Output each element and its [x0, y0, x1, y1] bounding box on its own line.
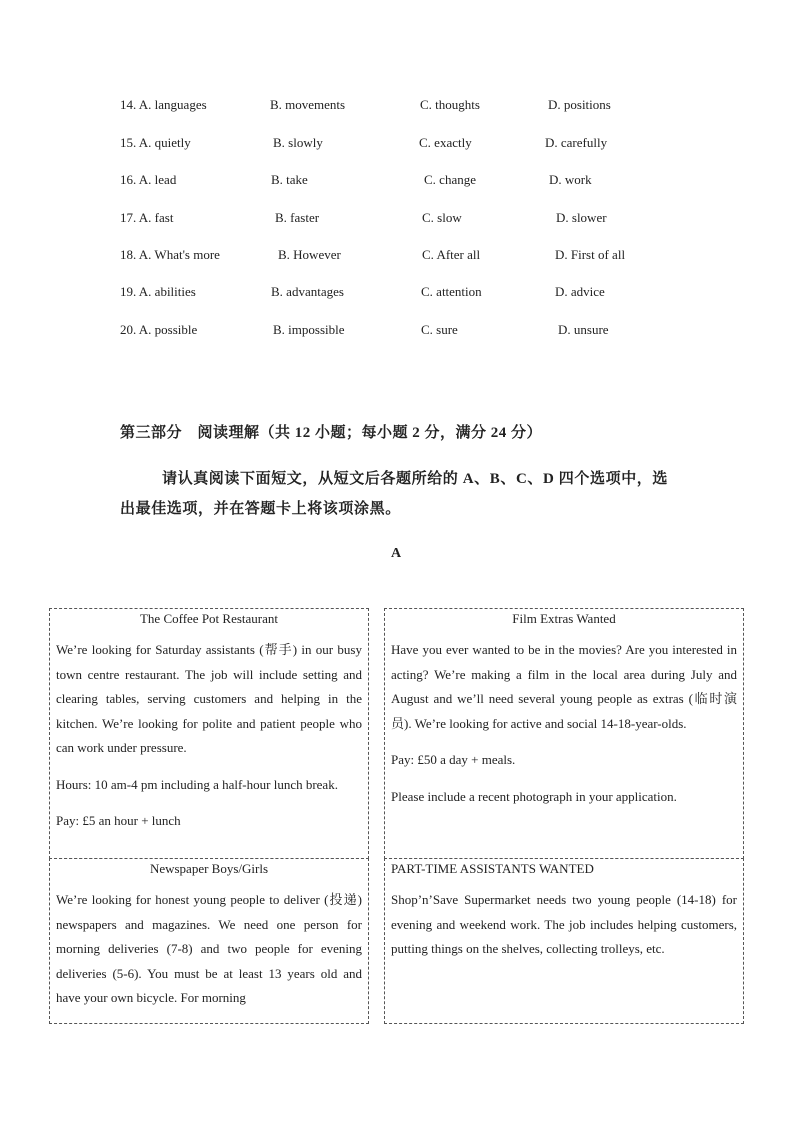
option-row-15: [0, 135, 794, 155]
option-a: 17. A. fast: [120, 210, 174, 225]
ad-body: Shop’n’Save Supermarket needs two young people (14-18) for evening and weekend work. The job includes helping customers, putting things on the shelves, collecting trolleys, etc.: [391, 892, 737, 956]
option-b: B. movements: [270, 97, 346, 112]
option-c: C. slow: [422, 210, 462, 225]
passage-label: A: [391, 546, 402, 561]
ad-hours: Hours: 10 am-4 pm including a half-hour lunch break.: [56, 776, 338, 792]
option-c: C. After all: [422, 247, 481, 262]
option-c: C. thoughts: [420, 97, 480, 112]
option-row-18: [0, 247, 794, 267]
ad-pay: Pay: £5 an hour + lunch: [56, 813, 181, 828]
ad-note: Please include a recent photograph in your application.: [391, 788, 677, 804]
section-instructions: 请认真阅读下面短文，从短文后各题所给的 A、B、C、D 四个选项中，选出最佳选项，并在答题卡上将该项涂黑。: [120, 471, 669, 517]
option-row-16: [0, 172, 794, 192]
option-d: D. slower: [556, 210, 607, 225]
option-b: B. However: [278, 247, 341, 262]
ad-part-time: [384, 858, 744, 1024]
option-d: D. carefully: [545, 135, 608, 150]
section-title: 第三部分 阅读理解（共 12 小题；每小题 2 分，满分 24 分）: [120, 425, 543, 441]
option-d: D. unsure: [558, 322, 609, 337]
option-row-14: [0, 97, 794, 117]
option-b: B. slowly: [273, 135, 323, 150]
option-c: C. sure: [421, 322, 458, 337]
option-d: D. work: [549, 172, 592, 187]
ad-coffee-pot: [49, 608, 369, 859]
ad-title: The Coffee Pot Restaurant: [139, 611, 279, 626]
option-b: B. take: [271, 172, 308, 187]
option-d: D. positions: [548, 97, 611, 112]
option-b: B. faster: [275, 210, 320, 225]
ad-pay: Pay: £50 a day + meals.: [391, 752, 516, 767]
option-b: B. advantages: [271, 284, 344, 299]
option-row-20: [0, 322, 794, 342]
option-a: 16. A. lead: [120, 172, 177, 187]
ad-title: PART-TIME ASSISTANTS WANTED: [391, 861, 594, 876]
ad-newspaper: [49, 858, 369, 1024]
ad-body: We’re looking for honest young people to deliver (投递) newspapers and magazines. We need one person for morning deliveries (7-8) and two people for evening deliveries (5-6). You must be at least 13 years old and have your own bicycle. For morning: [56, 892, 362, 1005]
option-a: 14. A. languages: [120, 97, 207, 112]
option-d: D. advice: [555, 284, 605, 299]
ad-body: We’re looking for Saturday assistants (帮手) in our busy town centre restaurant. The job will include setting and clearing tables, serving customers and helping in the kitchen. We’re looking for polite and patient people who can work under pressure.: [56, 642, 362, 755]
option-b: B. impossible: [273, 322, 345, 337]
option-d: D. First of all: [555, 247, 626, 262]
ad-title: Film Extras Wanted: [512, 611, 616, 626]
ad-body: Have you ever wanted to be in the movies? Are you interested in acting? We’re making a film in the local area during July and August and we’ll need several young people as extras (临时演员). We’re looking for active and social 14-18-year-olds.: [391, 642, 737, 731]
ad-title: Newspaper Boys/Girls: [149, 861, 269, 876]
option-a: 19. A. abilities: [120, 284, 196, 299]
option-c: C. exactly: [419, 135, 472, 150]
option-row-19: [0, 284, 794, 304]
option-c: C. attention: [421, 284, 482, 299]
option-a: 20. A. possible: [120, 322, 198, 337]
option-a: 18. A. What's more: [120, 247, 220, 262]
option-c: C. change: [424, 172, 476, 187]
option-a: 15. A. quietly: [120, 135, 191, 150]
option-row-17: [0, 210, 794, 230]
ad-film-extras: [384, 608, 744, 859]
